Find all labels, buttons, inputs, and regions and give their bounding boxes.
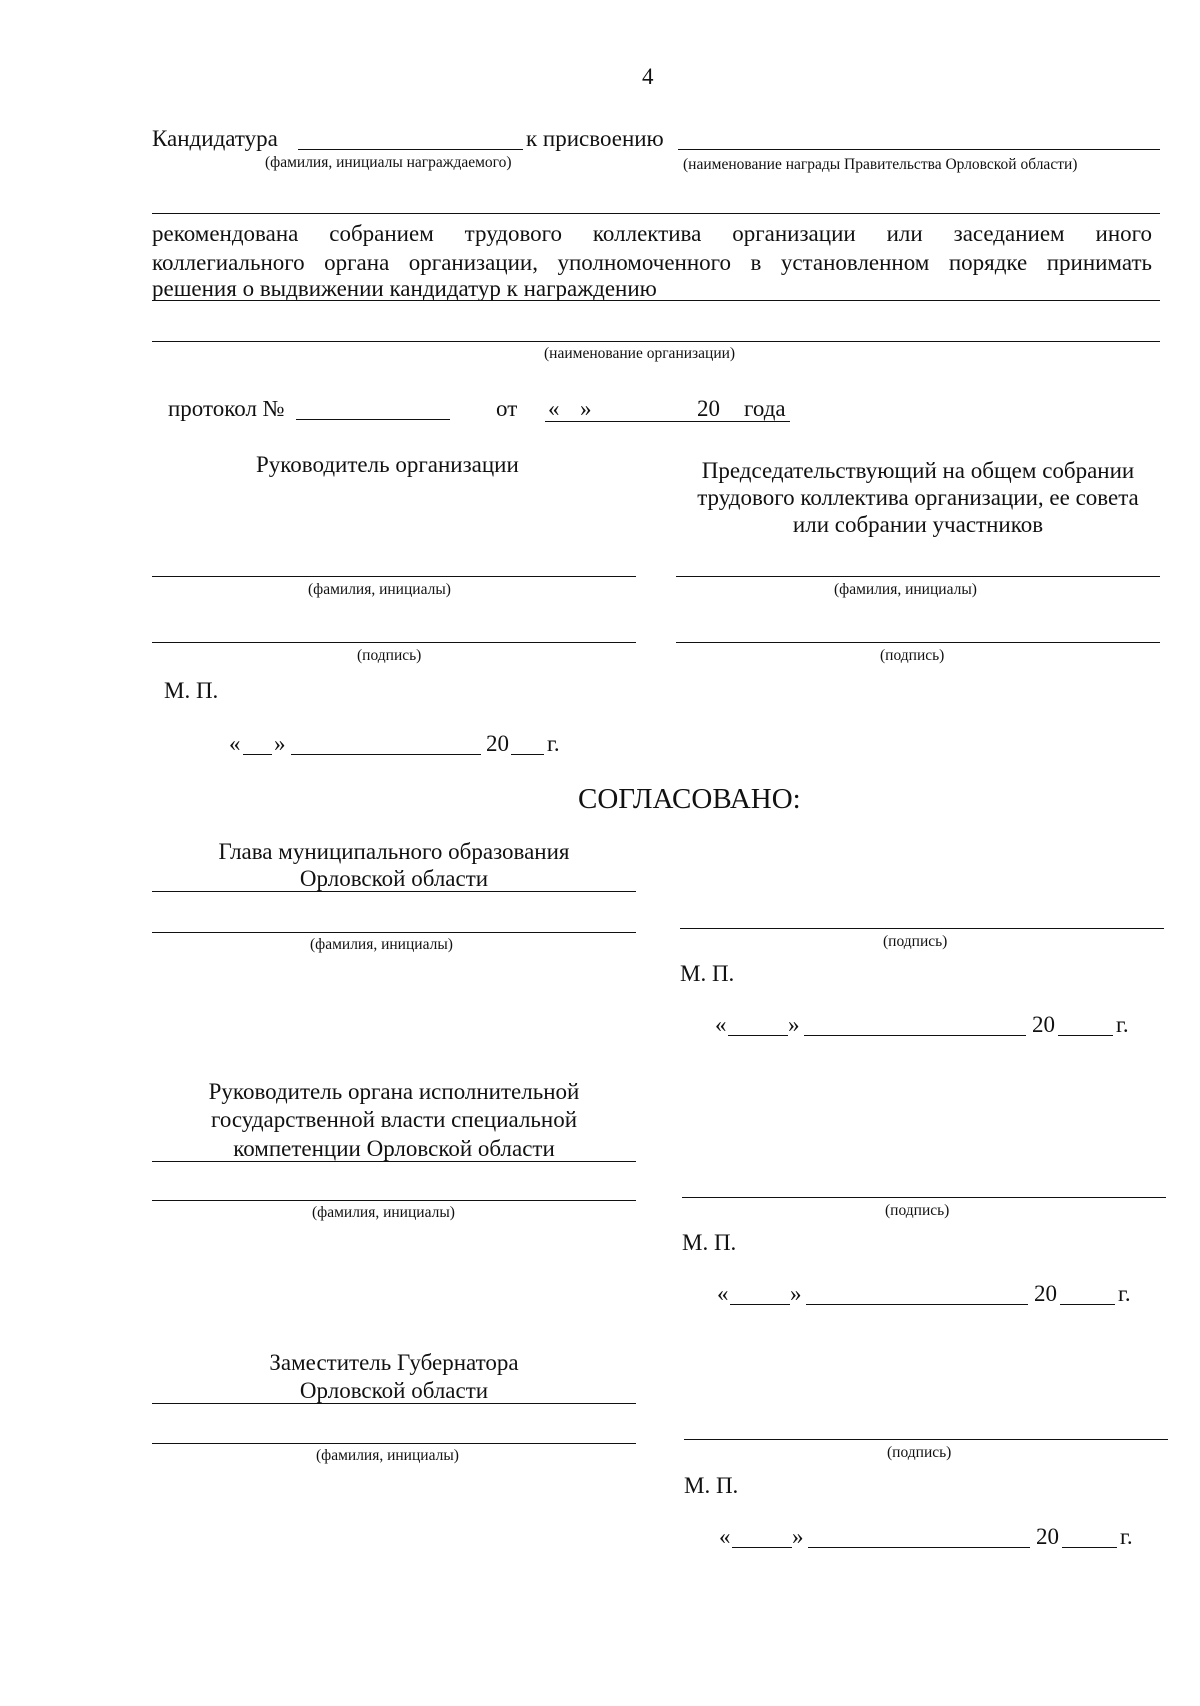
organization-caption: (наименование организации): [544, 345, 736, 362]
protocol-number-line[interactable]: [296, 419, 450, 420]
award-label: к присвоению: [526, 126, 664, 151]
protocol-year-prefix: 20: [697, 396, 720, 421]
executive-signature-line[interactable]: [682, 1197, 1166, 1198]
approved-heading: СОГЛАСОВАНО:: [578, 783, 801, 815]
recommendation-line-2: коллегиального органа организации, уполномоченного в установленном порядке принимать: [152, 250, 1152, 275]
date1-month-line[interactable]: [291, 754, 481, 755]
chairperson-title-line-3: или собрании участников: [792, 512, 1044, 537]
award-name-caption: (наименование награды Правительства Орловской области): [683, 156, 1078, 173]
municipal-name-line[interactable]: [152, 932, 636, 933]
protocol-from: от: [496, 396, 518, 421]
protocol-label: протокол №: [168, 396, 285, 421]
organization-line-1[interactable]: [152, 300, 1160, 301]
date4-quote-open: «: [719, 1524, 731, 1549]
chairperson-title-line-2: трудового коллектива организации, ее совета: [697, 485, 1139, 510]
head-of-organization-title: Руководитель организации: [256, 452, 519, 477]
award-name-line[interactable]: [678, 149, 1160, 150]
date2-year-prefix: 20: [1032, 1012, 1055, 1037]
stamp-place-1: М. П.: [164, 678, 219, 703]
date4-suffix: г.: [1120, 1524, 1133, 1549]
date2-suffix: г.: [1116, 1012, 1129, 1037]
deputy-title-underline: [152, 1403, 636, 1404]
protocol-quote-open: «: [548, 396, 560, 421]
date1-year-line[interactable]: [511, 754, 544, 755]
candidate-name-caption: (фамилия, инициалы награждаемого): [265, 154, 512, 171]
date2-day-line[interactable]: [728, 1035, 788, 1036]
municipal-title-underline: [152, 891, 636, 892]
candidate-name-line[interactable]: [298, 149, 523, 150]
date3-year-prefix: 20: [1034, 1281, 1057, 1306]
date1-year-prefix: 20: [486, 731, 509, 756]
date1-quote-close: »: [274, 731, 286, 756]
recommendation-line-3: решения о выдвижении кандидатур к награждению: [152, 276, 657, 301]
executive-title-underline: [152, 1161, 636, 1162]
date4-year-line[interactable]: [1062, 1547, 1117, 1548]
chair-name-line[interactable]: [676, 576, 1160, 577]
municipal-signature-caption: (подпись): [883, 933, 948, 950]
deputy-governor-title-line-2: Орловской области: [299, 1378, 489, 1403]
stamp-place-3: М. П.: [682, 1230, 737, 1255]
stamp-place-4: М. П.: [684, 1473, 739, 1498]
municipal-name-caption: (фамилия, инициалы): [310, 936, 453, 953]
date4-quote-close: »: [792, 1524, 804, 1549]
chair-signature-line[interactable]: [676, 642, 1160, 643]
chair-signature-caption: (подпись): [880, 647, 945, 664]
executive-name-line[interactable]: [152, 1200, 636, 1201]
executive-head-title-line-2: государственной власти специальной: [210, 1107, 578, 1132]
executive-head-title-line-3: компетенции Орловской области: [233, 1136, 555, 1161]
page-number: 4: [642, 64, 654, 89]
chairperson-title-line-1: Председательствующий на общем собрании: [701, 458, 1135, 483]
date3-quote-close: »: [790, 1281, 802, 1306]
date1-suffix: г.: [547, 731, 560, 756]
head-name-caption: (фамилия, инициалы): [308, 581, 451, 598]
date1-quote-open: «: [229, 731, 241, 756]
deputy-governor-title-line-1: Заместитель Губернатора: [269, 1350, 519, 1375]
date3-suffix: г.: [1118, 1281, 1131, 1306]
date2-quote-close: »: [788, 1012, 800, 1037]
municipal-head-title-line-1: Глава муниципального образования: [218, 839, 570, 864]
date3-quote-open: «: [717, 1281, 729, 1306]
deputy-name-line[interactable]: [152, 1443, 636, 1444]
protocol-year-word: года: [744, 396, 786, 421]
head-signature-caption: (подпись): [357, 647, 422, 664]
head-signature-line[interactable]: [152, 642, 636, 643]
date2-quote-open: «: [715, 1012, 727, 1037]
stamp-place-2: М. П.: [680, 961, 735, 986]
head-name-line[interactable]: [152, 576, 636, 577]
date1-day-line[interactable]: [243, 754, 272, 755]
municipal-head-title-line-2: Орловской области: [299, 866, 489, 891]
organization-line-2[interactable]: [152, 341, 1160, 342]
deputy-signature-line[interactable]: [684, 1439, 1168, 1440]
date3-day-line[interactable]: [730, 1304, 790, 1305]
deputy-name-caption: (фамилия, инициалы): [316, 1447, 459, 1464]
date3-month-line[interactable]: [806, 1304, 1028, 1305]
chair-name-caption: (фамилия, инициалы): [834, 581, 977, 598]
date4-year-prefix: 20: [1036, 1524, 1059, 1549]
date2-year-line[interactable]: [1058, 1035, 1113, 1036]
date3-year-line[interactable]: [1060, 1304, 1115, 1305]
date2-month-line[interactable]: [804, 1035, 1026, 1036]
executive-name-caption: (фамилия, инициалы): [312, 1204, 455, 1221]
award-continuation-line[interactable]: [152, 213, 1160, 214]
executive-head-title-line-1: Руководитель органа исполнительной: [208, 1079, 580, 1104]
recommendation-line-1: рекомендована собранием трудового коллектива организации или заседанием иного: [152, 221, 1152, 246]
executive-signature-caption: (подпись): [885, 1202, 950, 1219]
deputy-signature-caption: (подпись): [887, 1444, 952, 1461]
candidate-label: Кандидатура: [152, 126, 278, 151]
protocol-quote-close: »: [580, 396, 592, 421]
date4-day-line[interactable]: [732, 1547, 792, 1548]
municipal-signature-line[interactable]: [680, 928, 1164, 929]
protocol-date-line[interactable]: [545, 421, 790, 422]
date4-month-line[interactable]: [808, 1547, 1030, 1548]
